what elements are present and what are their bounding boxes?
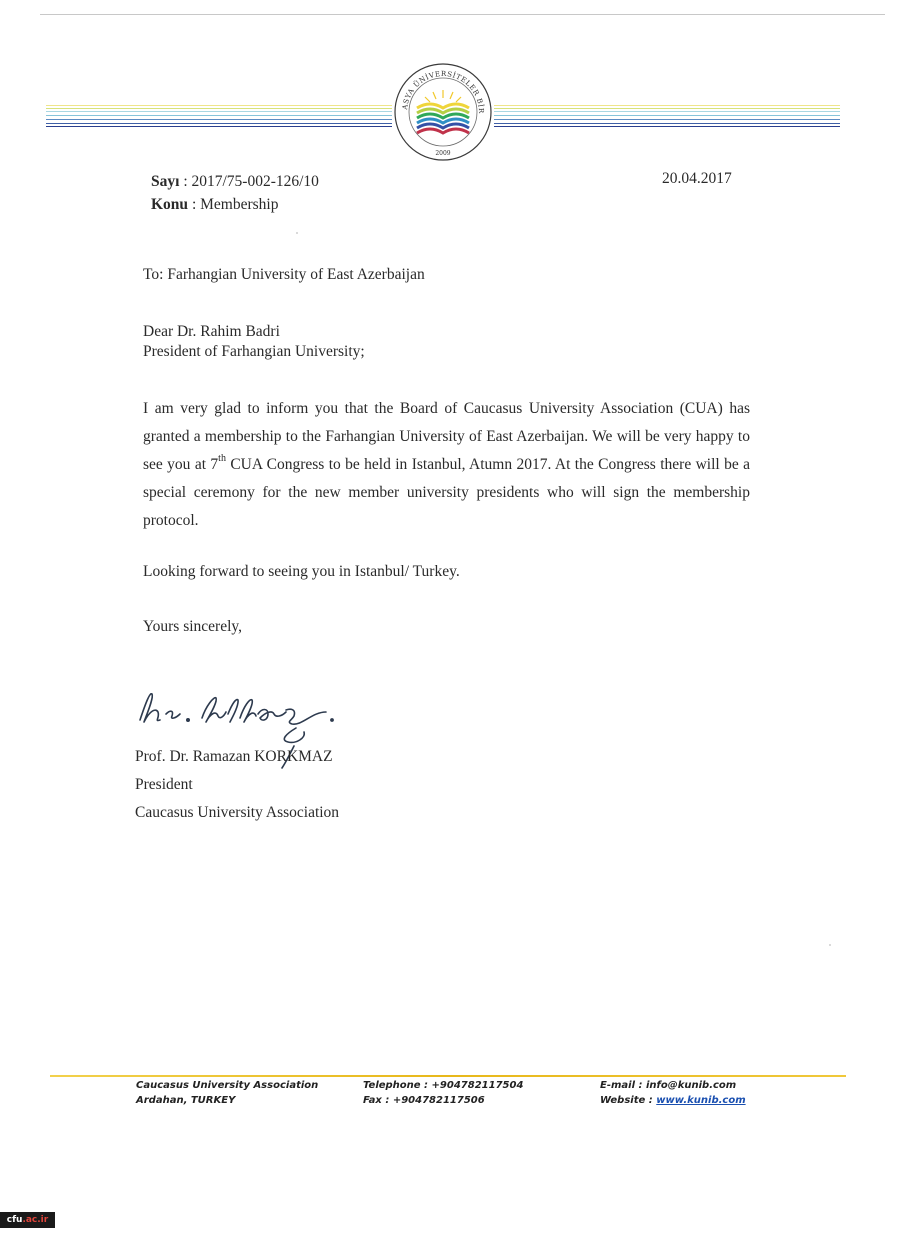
header-stripes-right <box>494 105 840 129</box>
footer-website-label: Website : <box>600 1095 657 1106</box>
signer-name: Prof. Dr. Ramazan KORKMAZ <box>135 748 333 765</box>
reference-number-label: Sayı <box>151 173 180 190</box>
reference-block <box>151 170 319 216</box>
logo-arc-text: ASYA ÜNİVERSİTELER BİR <box>401 69 486 114</box>
reference-number-value: : 2017/75-002-126/10 <box>183 173 319 190</box>
badge-suffix: .ac.ir <box>22 1215 49 1225</box>
body-text-part1: I am very glad to inform you that the Board of Caucasus University Association (CUA) has granted a membership to the Farhangian University of East Azerbaijan. We will be very happy to see you at 7 <box>143 400 750 473</box>
footer-org-name: Caucasus University Association <box>136 1080 319 1091</box>
footer-telephone: Telephone : +904782117504 <box>363 1080 524 1091</box>
footer-website-line <box>600 1093 746 1108</box>
body-paragraph <box>143 395 750 535</box>
subject-line <box>151 193 319 216</box>
badge-prefix: cfu <box>6 1215 23 1225</box>
header-stripes-left <box>46 105 392 129</box>
salutation-name: Dear Dr. Rahim Badri <box>143 323 280 340</box>
footer-web <box>600 1078 746 1108</box>
footer-fax: Fax : +904782117506 <box>363 1095 485 1106</box>
scan-speck <box>296 232 298 234</box>
footer-website-link[interactable]: www.kunib.com <box>656 1095 746 1106</box>
valediction: Yours sincerely, <box>143 618 243 635</box>
subject-label: Konu <box>151 196 189 213</box>
scan-speck <box>829 944 831 946</box>
footer-rule <box>50 1075 846 1077</box>
logo-year: 2009 <box>435 150 451 157</box>
signer-organization: Caucasus University Association <box>135 804 340 821</box>
footer-email: E-mail : info@kunib.com <box>600 1080 737 1091</box>
closing-line: Looking forward to seeing you in Istanbul/ Turkey. <box>143 563 460 580</box>
signer-block <box>135 743 339 827</box>
footer-phone <box>363 1078 523 1108</box>
salutation-title: President of Farhangian University; <box>143 343 365 360</box>
watermark-badge <box>0 1212 55 1228</box>
body-superscript: th <box>218 452 226 464</box>
letter-date: 20.04.2017 <box>662 170 732 187</box>
footer-address <box>136 1078 318 1108</box>
reference-number-line <box>151 170 319 193</box>
signer-title: President <box>135 776 193 793</box>
body-text-part2: CUA Congress to be held in Istanbul, Atumn 2017. At the Congress there will be a special ceremony for the new member university presidents who will sign the membership protocol. <box>143 456 750 529</box>
salutation <box>143 322 365 362</box>
recipient-line: To: Farhangian University of East Azerbaijan <box>143 266 425 283</box>
cua-logo-icon <box>393 60 493 164</box>
footer-org-location: Ardahan, TURKEY <box>136 1095 236 1106</box>
page-top-rule <box>40 14 885 15</box>
subject-value: : Membership <box>191 196 279 213</box>
